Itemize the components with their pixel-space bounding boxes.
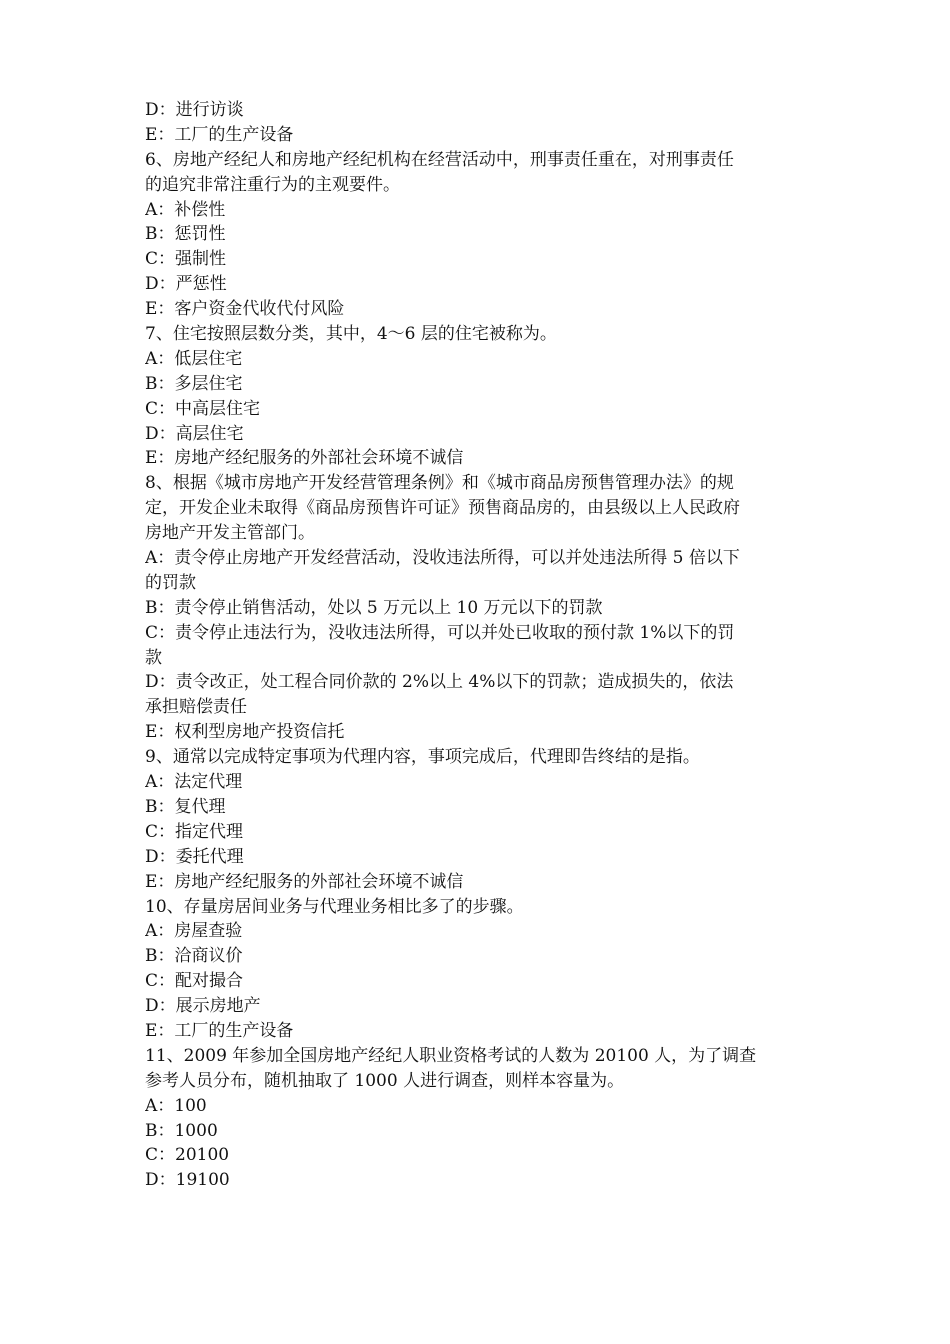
text-line: B：复代理 [145,796,226,817]
text-line: B：多层住宅 [145,373,243,394]
text-line: D：进行访谈 [145,100,244,120]
text-line: B：洽商议价 [145,946,243,967]
text-line: 8、根据《城市房地产开发经营管理条例》和《城市商品房预售管理办法》的规 [145,473,734,494]
text-line: D：19100 [145,1170,230,1191]
text-line: 7、住宅按照层数分类，其中，4～6 层的住宅被称为。 [145,324,557,345]
text-line: D：责令改正，处工程合同价款的 2%以上 4%以下的罚款；造成损失的，依法 [145,672,734,693]
text-line: A：补偿性 [145,199,226,220]
text-line: 9、通常以完成特定事项为代理内容，事项完成后，代理即告终结的是指。 [145,747,700,768]
text-line: E：工厂的生产设备 [145,1020,294,1041]
text-line: E：工厂的生产设备 [145,124,294,145]
text-line: C：责令停止违法行为，没收违法所得，可以并处已收取的预付款 1%以下的罚 [145,622,735,643]
text-line: 款 [145,647,162,668]
text-line: A：低层住宅 [145,348,243,369]
text-line: C：20100 [145,1145,230,1166]
text-line: 11、2009 年参加全国房地产经纪人职业资格考试的人数为 20100 人，为了调查 [145,1045,757,1066]
text-line: E：房地产经纪服务的外部社会环境不诚信 [145,448,464,469]
text-line: 定，开发企业未取得《商品房预售许可证》预售商品房的，由县级以上人民政府 [145,498,740,519]
text-line: 参考人员分布，随机抽取了 1000 人进行调查，则样本容量为。 [145,1070,625,1091]
text-line: 房地产开发主管部门。 [145,523,315,544]
text-line: D：委托代理 [145,846,244,867]
text-line: 10、存量房居间业务与代理业务相比多了的步骤。 [145,896,524,917]
text-line: E：房地产经纪服务的外部社会环境不诚信 [145,871,464,892]
text-line: C：强制性 [145,249,227,270]
text-line: C：指定代理 [145,821,244,842]
text-line: A：房屋查验 [145,921,243,942]
text-line: D：严惩性 [145,274,227,295]
text-line: 6、房地产经纪人和房地产经纪机构在经营活动中，刑事责任重在，对刑事责任 [145,149,734,170]
text-line: 承担赔偿责任 [145,697,247,718]
text-line: B：责令停止销售活动，处以 5 万元以上 10 万元以下的罚款 [145,597,603,618]
text-line: B：惩罚性 [145,224,226,245]
text-line: A：责令停止房地产开发经营活动，没收违法所得，可以并处违法所得 5 倍以下 [145,548,740,569]
text-line: B：1000 [145,1120,218,1141]
text-line: E：权利型房地产投资信托 [145,722,345,743]
text-line: C：配对撮合 [145,971,244,992]
text-line: E：客户资金代收代付风险 [145,299,345,320]
text-line: D：高层住宅 [145,423,244,444]
text-line: A：法定代理 [145,772,243,793]
text-line: C：中高层住宅 [145,398,261,419]
text-line: 的追究非常注重行为的主观要件。 [145,174,400,195]
document-page [145,98,817,1193]
text-line: 的罚款 [145,572,196,593]
text-line: A：100 [145,1095,207,1116]
text-line: D：展示房地产 [145,996,261,1017]
